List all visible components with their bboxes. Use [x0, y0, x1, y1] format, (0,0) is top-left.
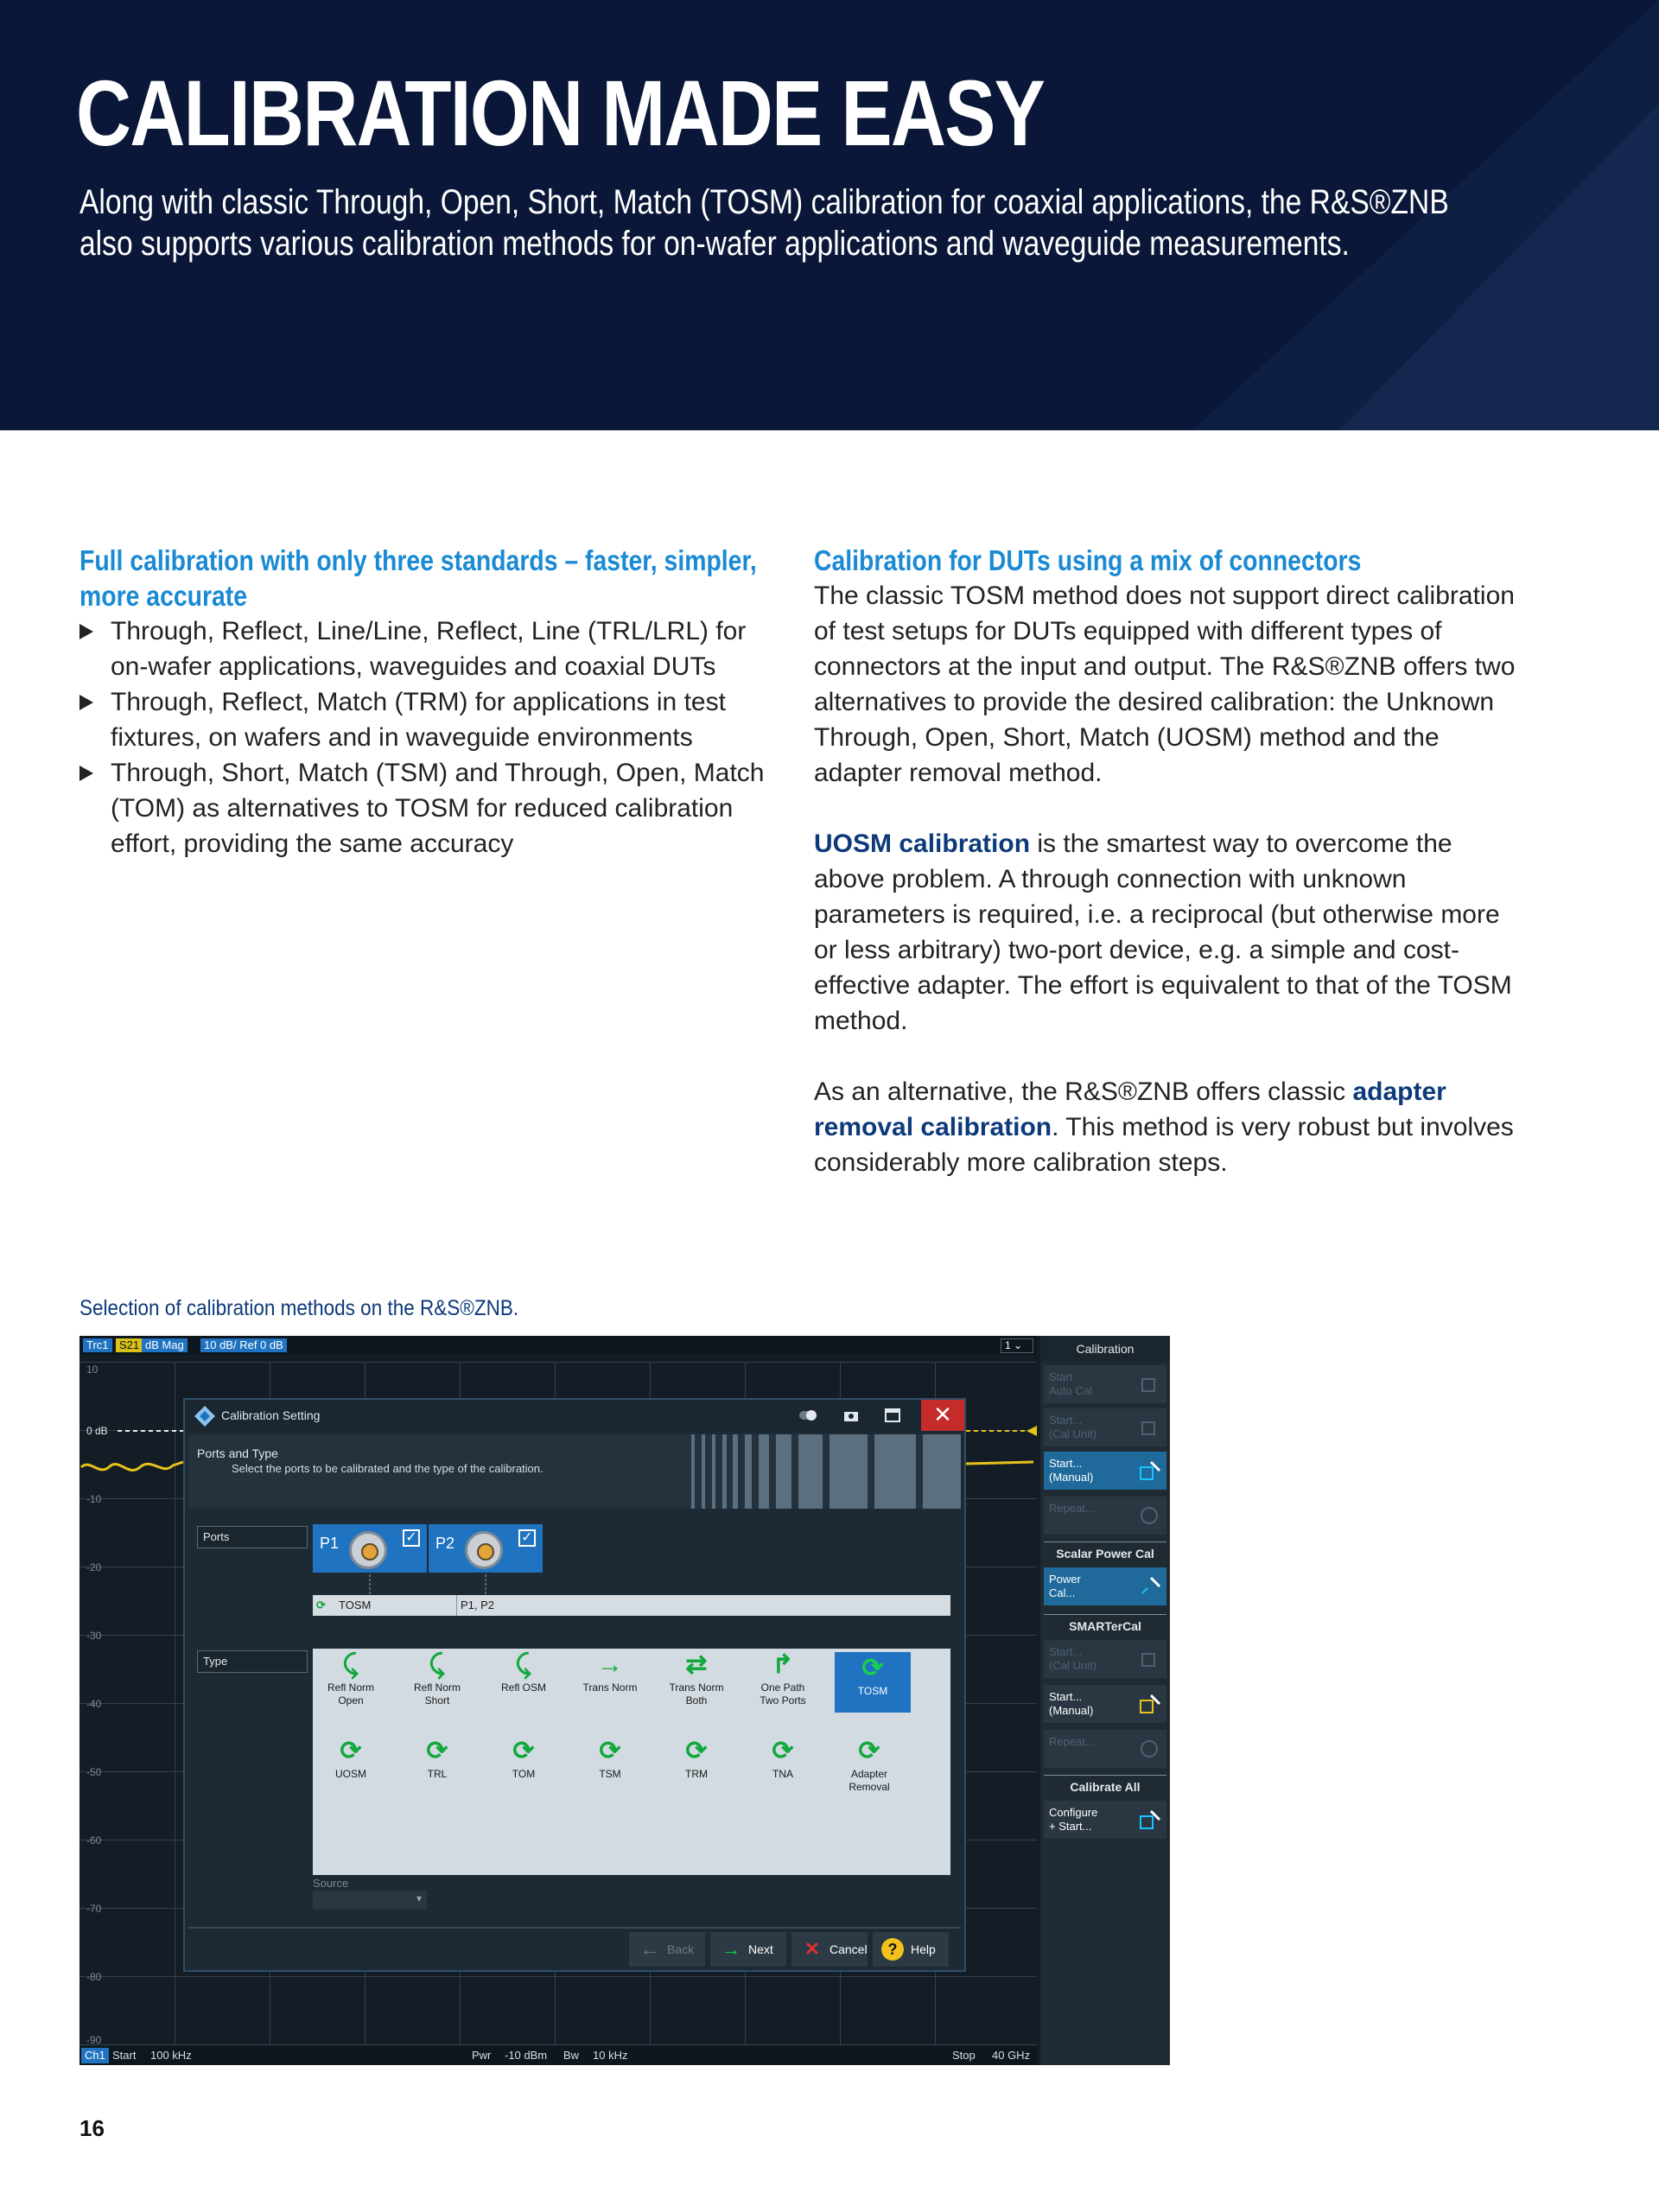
stop-label: Stop — [952, 2049, 976, 2062]
decor-stripe — [722, 1434, 727, 1509]
dialog-divider — [188, 1927, 961, 1929]
back-button[interactable] — [629, 1932, 705, 1967]
cancel-x-icon: ✕ — [804, 1938, 821, 1960]
calibration-softkey-panel — [1040, 1336, 1170, 2065]
two-port-cal-icon: ⟳ — [685, 1737, 708, 1765]
type-label-text: TSM — [599, 1768, 621, 1780]
y-axis-label: -10 — [86, 1493, 102, 1505]
y-axis-label: -40 — [86, 1698, 102, 1710]
panel-title: Calibration — [1040, 1336, 1170, 1362]
y-axis-label: 0 dB — [86, 1425, 108, 1437]
channel-status-bar — [79, 2046, 1037, 2065]
help-icon: ? — [881, 1938, 904, 1961]
type-refl-osm[interactable] — [486, 1649, 562, 1694]
bandwidth-value: 10 kHz — [593, 2049, 628, 2062]
adapter-removal-term: adapter removal calibration — [814, 1077, 1446, 1141]
cancel-button[interactable] — [791, 1932, 868, 1967]
repeat-icon — [1137, 1737, 1161, 1761]
type-trans-norm[interactable] — [572, 1649, 648, 1694]
type-uosm[interactable] — [313, 1735, 389, 1781]
selected-ports: P1, P2 — [456, 1595, 494, 1616]
source-label: Source — [313, 1877, 349, 1890]
format-tag[interactable]: dB Mag — [142, 1338, 188, 1352]
bullet-triangle-icon — [79, 624, 93, 639]
smartercal-manual-button[interactable] — [1044, 1685, 1166, 1723]
port-p2-label: P2 — [435, 1535, 455, 1552]
two-port-cal-icon: ⟳ — [861, 1654, 884, 1682]
button-label: Repeat... — [1049, 1735, 1095, 1748]
selected-calibration-bar — [313, 1595, 950, 1616]
ports-label: Ports — [197, 1526, 308, 1548]
two-port-cal-icon: ⟳ — [426, 1737, 448, 1765]
wrench-icon — [1137, 1574, 1161, 1599]
type-trl[interactable] — [399, 1735, 475, 1781]
type-label: Type — [197, 1650, 308, 1673]
type-label-text: TRM — [685, 1768, 708, 1780]
intro-line-2: also supports various calibration methods for on-wafer applications and waveguide measurements. — [79, 225, 1350, 263]
right-heading: Calibration for DUTs using a mix of connectors — [814, 544, 1362, 576]
calibration-type-grid — [313, 1649, 950, 1875]
start-cal-unit-button[interactable] — [1044, 1408, 1166, 1446]
type-label-text: Refl OSM — [500, 1681, 546, 1694]
type-label-text: Refl Norm Short — [413, 1681, 461, 1707]
smartercal-cal-unit-button[interactable] — [1044, 1640, 1166, 1678]
left-column — [79, 543, 771, 861]
smartercal-section: SMARTerCal — [1044, 1614, 1166, 1637]
port-p2[interactable] — [429, 1524, 543, 1573]
type-label-text: TRL — [427, 1768, 448, 1780]
camera-icon[interactable] — [843, 1408, 859, 1422]
chevron-down-icon: ▾ — [416, 1892, 422, 1904]
type-tom[interactable] — [486, 1735, 562, 1781]
dialog-step-title: Ports and Type — [197, 1446, 278, 1460]
bandwidth-label: Bw — [563, 2049, 580, 2062]
s21-trace-right — [966, 1462, 1033, 1464]
help-button[interactable] — [873, 1932, 949, 1967]
figure-caption: Selection of calibration methods on the R&S®ZNB. — [79, 1296, 519, 1320]
close-button[interactable] — [921, 1400, 964, 1431]
scalar-power-cal-section: Scalar Power Cal — [1044, 1541, 1166, 1564]
close-icon: ✕ — [933, 1402, 952, 1427]
button-label: Configure + Start... — [1049, 1806, 1098, 1833]
type-label-text: One Path Two Ports — [760, 1681, 806, 1707]
type-one-path-two-ports[interactable] — [745, 1649, 821, 1707]
dialog-step-hint: Select the ports to be calibrated and the type of the calibration. — [232, 1462, 543, 1475]
type-label-text: Adapter Removal — [849, 1768, 890, 1793]
port-p1-checkbox[interactable]: ✓ — [403, 1529, 420, 1547]
intro-text — [79, 181, 1531, 264]
channel-tag[interactable]: Ch1 — [81, 2048, 109, 2063]
refl-icon: ⤹ — [343, 1650, 359, 1679]
button-label: Start Auto Cal — [1049, 1370, 1092, 1397]
decor-stripe — [923, 1434, 961, 1509]
two-port-cal-icon: ⟳ — [772, 1737, 794, 1765]
uosm-text: is the smartest way to overcome the above problem. A through connection with unknown parameters is required, i.e. a reciprocal (but otherwise more or less arbitrary) two-port device, e.g. a simple and cost-effective adapter. The effort is equivalent to that of the TOSM method. — [814, 830, 1512, 1035]
dialog-title-bar[interactable] — [185, 1400, 964, 1431]
two-port-cal-icon: ⟳ — [858, 1737, 880, 1765]
type-trm[interactable] — [658, 1735, 734, 1781]
button-label: Cancel — [830, 1942, 868, 1956]
button-label: Power Cal... — [1049, 1573, 1081, 1599]
type-label-text: TOM — [512, 1768, 536, 1780]
decor-stripe — [702, 1434, 705, 1509]
decor-stripe — [830, 1434, 868, 1509]
one-path-icon: ↱ — [772, 1650, 794, 1679]
calibration-setting-dialog — [183, 1398, 966, 1972]
type-label-text: TOSM — [857, 1685, 888, 1697]
type-label-text: UOSM — [335, 1768, 366, 1780]
start-label: Start — [112, 2049, 137, 2062]
dialog-title: Calibration Setting — [221, 1408, 321, 1422]
decor-stripe — [759, 1434, 769, 1509]
two-port-cal-icon: ⟳ — [599, 1737, 621, 1765]
s21-trace-left — [81, 1462, 183, 1470]
intro-line-1: Along with classic Through, Open, Short, Match (TOSM) calibration for coaxial applications, the R&S®ZNB — [79, 183, 1449, 221]
wrench-icon — [1137, 1808, 1161, 1832]
type-tosm[interactable] — [835, 1652, 911, 1713]
button-label: Help — [911, 1942, 936, 1956]
smartercal-repeat-button[interactable] — [1044, 1730, 1166, 1768]
bullet-text: Through, Reflect, Match (TRM) for applications in test fixtures, on wafers and in waveguide environments — [111, 688, 726, 752]
decor-stripe — [733, 1434, 738, 1509]
type-tna[interactable] — [745, 1735, 821, 1781]
selected-type: TOSM — [339, 1599, 372, 1611]
type-trans-norm-both[interactable] — [658, 1649, 734, 1707]
power-value: -10 dBm — [505, 2049, 548, 2062]
arrows-both-icon: ⇄ — [685, 1650, 708, 1679]
rs-logo-icon — [194, 1405, 216, 1427]
decor-stripe — [691, 1434, 695, 1509]
type-label-text: Trans Norm Both — [669, 1681, 724, 1707]
start-manual-button[interactable] — [1044, 1452, 1166, 1490]
y-axis-label: -20 — [86, 1561, 102, 1573]
title-banner — [0, 0, 1659, 430]
channel-selector-value: 1 — [1005, 1339, 1011, 1351]
type-refl-norm-short[interactable] — [399, 1649, 475, 1707]
arrow-left-icon: ← — [640, 1938, 659, 1960]
decor-stripe — [798, 1434, 823, 1509]
configure-start-button[interactable] — [1044, 1801, 1166, 1839]
power-cal-button[interactable] — [1044, 1567, 1166, 1605]
list-item — [79, 613, 771, 684]
page-title: CALIBRATION MADE EASY — [76, 60, 1045, 165]
start-value: 100 kHz — [150, 2049, 192, 2062]
button-label: Repeat... — [1049, 1502, 1095, 1515]
type-label-text: Trans Norm — [582, 1681, 638, 1694]
dialog-header — [188, 1434, 961, 1509]
stop-value: 40 GHz — [992, 2049, 1031, 2062]
button-label: Next — [748, 1942, 773, 1956]
maximize-icon[interactable] — [885, 1408, 900, 1422]
decor-stripe — [776, 1434, 791, 1509]
right-column — [814, 543, 1522, 1216]
arrow-right-icon: → — [721, 1938, 741, 1960]
type-label-text: TNA — [772, 1768, 793, 1780]
tosm-icon: ⟳ — [316, 1599, 326, 1611]
button-label: Start... (Manual) — [1049, 1690, 1094, 1717]
bullet-triangle-icon — [79, 766, 93, 781]
y-axis-label: -60 — [86, 1834, 102, 1847]
cal-unit-icon — [1137, 1647, 1161, 1671]
port-p1[interactable] — [313, 1524, 427, 1573]
port-p2-checkbox[interactable]: ✓ — [518, 1529, 536, 1547]
znb-screenshot — [79, 1336, 1170, 2065]
uosm-term: UOSM calibration — [814, 830, 1031, 858]
two-port-cal-icon: ⟳ — [340, 1737, 362, 1765]
button-label: Back — [667, 1942, 695, 1956]
wrench-icon — [1137, 1692, 1161, 1716]
cal-unit-icon — [1137, 1372, 1161, 1396]
refl-icon: ⤹ — [516, 1650, 531, 1679]
calibrate-all-section: Calibrate All — [1044, 1775, 1166, 1797]
trace-tag[interactable]: Trc1 — [83, 1338, 112, 1352]
y-axis-label: -90 — [86, 2034, 102, 2046]
bullet-triangle-icon — [79, 695, 93, 710]
button-label: Start... (Cal Unit) — [1049, 1414, 1096, 1440]
connector-icon — [465, 1531, 503, 1569]
page-number: 16 — [79, 2115, 105, 2141]
list-item — [79, 755, 771, 861]
sparam-tag[interactable]: S21 — [116, 1338, 143, 1352]
y-axis-label: -30 — [86, 1630, 102, 1642]
wrench-icon — [1137, 1459, 1161, 1483]
mixed-connectors-paragraph: The classic TOSM method does not support direct calibration of test setups for DUTs equipped with different types of connectors at the input and output. The R&S®ZNB offers two alternatives to provide the desired calibration: the Unknown Through, Open, Short, Match (UOSM) method and the adapter removal method. — [814, 582, 1516, 787]
arrow-right-icon: → — [597, 1650, 623, 1679]
start-auto-cal-button[interactable] — [1044, 1365, 1166, 1403]
scale-tag[interactable]: 10 dB/ Ref 0 dB — [200, 1338, 287, 1352]
type-refl-norm-open[interactable] — [313, 1649, 389, 1707]
decor-stripe — [874, 1434, 916, 1509]
toggle-icon[interactable] — [798, 1408, 817, 1422]
adapter-text-pre: As an alternative, the R&S®ZNB offers classic — [814, 1077, 1353, 1106]
type-label-text: Refl Norm Open — [327, 1681, 374, 1707]
two-port-cal-icon: ⟳ — [512, 1737, 535, 1765]
power-label: Pwr — [472, 2049, 492, 2062]
decor-stripe — [712, 1434, 715, 1509]
button-label: Start... (Cal Unit) — [1049, 1645, 1096, 1672]
source-dropdown[interactable] — [313, 1891, 427, 1910]
button-label: Start... (Manual) — [1049, 1457, 1094, 1484]
decor-stripe — [745, 1434, 752, 1509]
y-axis-label: 10 — [86, 1363, 99, 1376]
y-axis-label: -70 — [86, 1903, 102, 1915]
list-item — [79, 684, 771, 755]
repeat-button[interactable] — [1044, 1497, 1166, 1535]
port-p1-label: P1 — [320, 1535, 340, 1552]
bullet-text: Through, Reflect, Line/Line, Reflect, Line (TRL/LRL) for on-wafer applications, waveguides and coaxial DUTs — [111, 617, 747, 681]
adapter-removal-paragraph — [814, 1074, 1522, 1180]
reference-marker-icon — [1027, 1426, 1037, 1436]
next-button[interactable] — [710, 1932, 786, 1967]
y-axis-label: -50 — [86, 1766, 102, 1778]
repeat-icon — [1137, 1503, 1161, 1528]
type-adapter-removal[interactable] — [831, 1735, 907, 1794]
left-heading: Full calibration with only three standards – faster, simpler, more accurate — [79, 544, 757, 612]
cal-unit-icon — [1137, 1415, 1161, 1440]
uosm-paragraph — [814, 826, 1522, 1039]
chevron-down-icon: ⌄ — [1014, 1339, 1023, 1351]
connector-icon — [349, 1531, 387, 1569]
type-tsm[interactable] — [572, 1735, 648, 1781]
adapter-text-rest: . This method is very robust but involves considerably more calibration steps. — [814, 1113, 1514, 1177]
y-axis-label: -80 — [86, 1971, 102, 1983]
calibration-bullet-list — [79, 613, 771, 861]
refl-icon: ⤹ — [429, 1650, 445, 1679]
bullet-text: Through, Short, Match (TSM) and Through, Open, Match (TOM) as alternatives to TOSM for reduced calibration effort, providing the same accuracy — [111, 759, 765, 858]
